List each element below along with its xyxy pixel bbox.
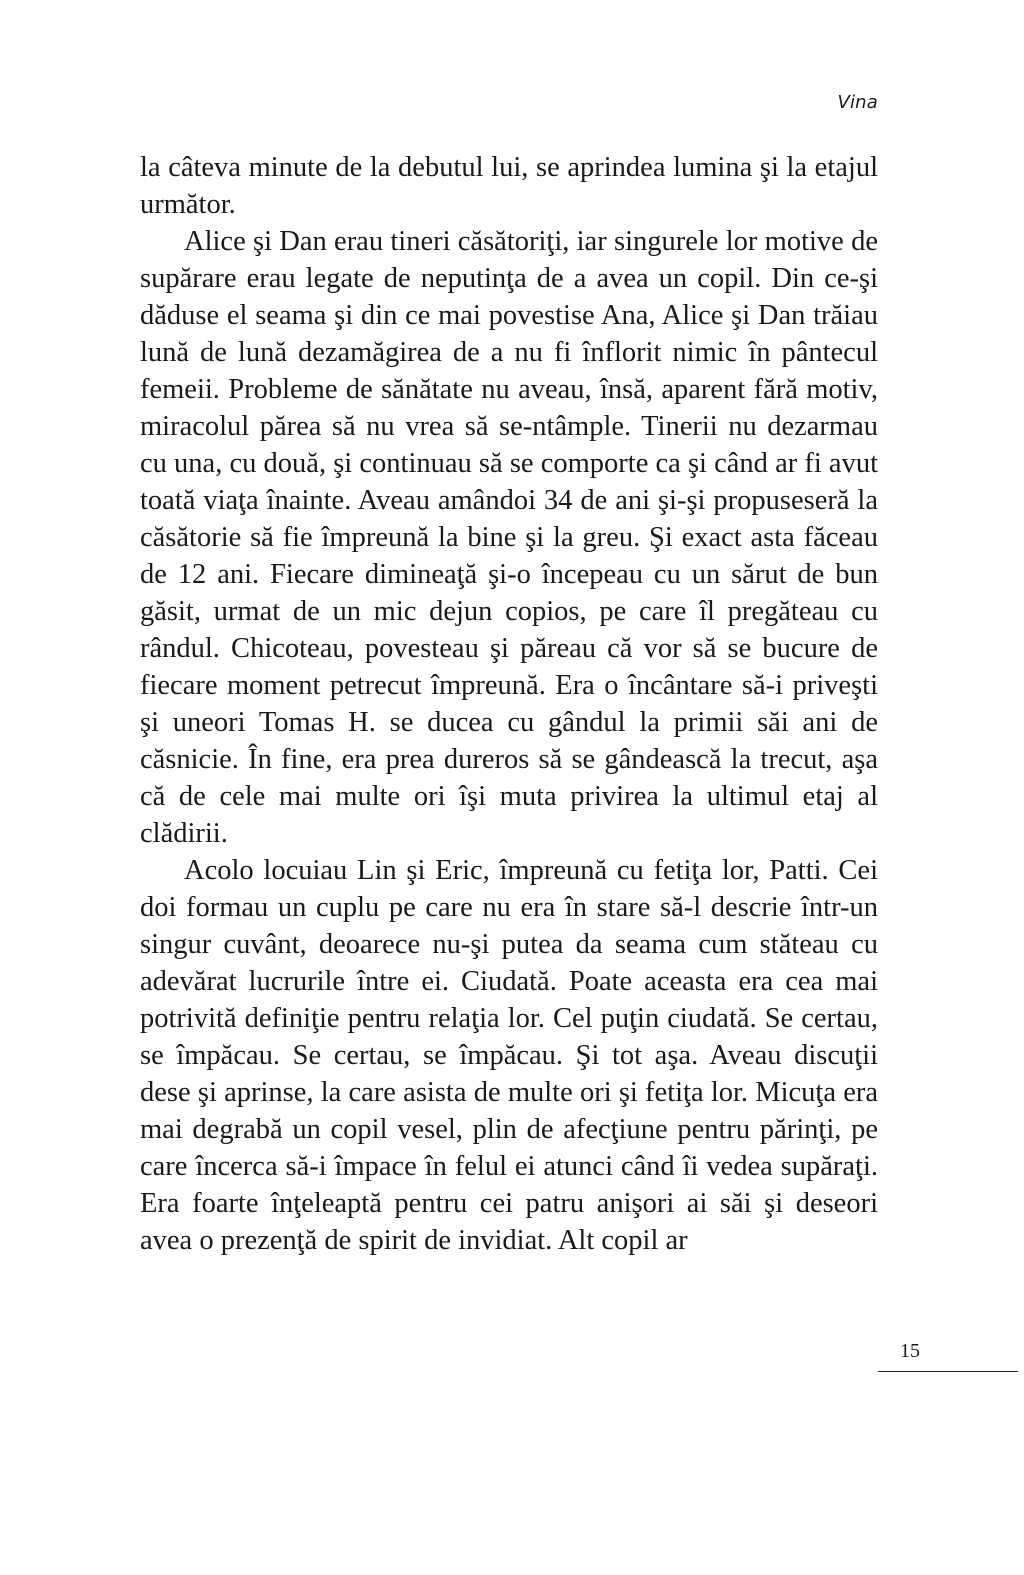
body-text <box>140 149 878 1259</box>
page-number: 15 <box>900 1340 920 1362</box>
paragraph-continued: la câteva minute de la debutul lui, se aprindea lumina şi la etajul următor. <box>140 152 878 220</box>
paragraph-lin-eric: Acolo locuiau Lin şi Eric, împreună cu fetiţa lor, Patti. Cei doi formau un cuplu pe care nu era în stare să-l descrie într-un singur cuvânt, deoarece nu-şi putea da seama cum stăteau cu adevărat lucrurile între ei. Ciudată. Poate aceasta era cea mai potrivită definiţie pentru relaţia lor. Cel puţin ciudată. Se certau, se împăcau. Se certau, se împăcau. Şi tot aşa. Aveau discuţii dese şi aprinse, la care asista de multe ori şi fetiţa lor. Micuţa era mai degrabă un copil vesel, plin de afecţiune pentru părinţi, pe care încerca să-i împace în felul ei atunci când îi vedea supăraţi. Era foarte înţeleaptă pentru cei patru anişori ai săi şi deseori avea o prezenţă de spirit de invidiat. Alt copil ar <box>140 855 878 1256</box>
footer-rule <box>878 1371 1018 1372</box>
paragraph-alice-dan: Alice şi Dan erau tineri căsătoriţi, iar singurele lor motive de supărare erau legate de neputinţa de a avea un copil. Din ce-şi dăduse el seama şi din ce mai povestise Ana, Alice şi Dan trăiau lună de lună dezamăgirea de a nu fi înflorit nimic în pântecul femeii. Probleme de sănătate nu aveau, însă, aparent fără motiv, miracolul părea să nu vrea să se-ntâmple. Tinerii nu dezarmau cu una, cu două, şi continuau să se comporte ca şi când ar fi avut toată viaţa înainte. Aveau amândoi 34 de ani şi-şi propuseseră la căsătorie să fie împreună la bine şi la greu. Şi exact asta făceau de 12 ani. Fiecare dimineaţă şi-o începeau cu un sărut de bun găsit, urmat de un mic dejun copios, pe care îl pregăteau cu rândul. Chicoteau, povesteau şi păreau că vor să se bucure de fiecare moment petrecut împreună. Era o încântare să-i priveşti şi uneori Tomas H. se ducea cu gândul la primii săi ani de căsnicie. În fine, era prea dureros să se gândească la trecut, aşa că de cele mai multe ori îşi muta privirea la ultimul etaj al clădirii. <box>140 226 878 849</box>
running-head-title: Vina <box>837 92 878 113</box>
